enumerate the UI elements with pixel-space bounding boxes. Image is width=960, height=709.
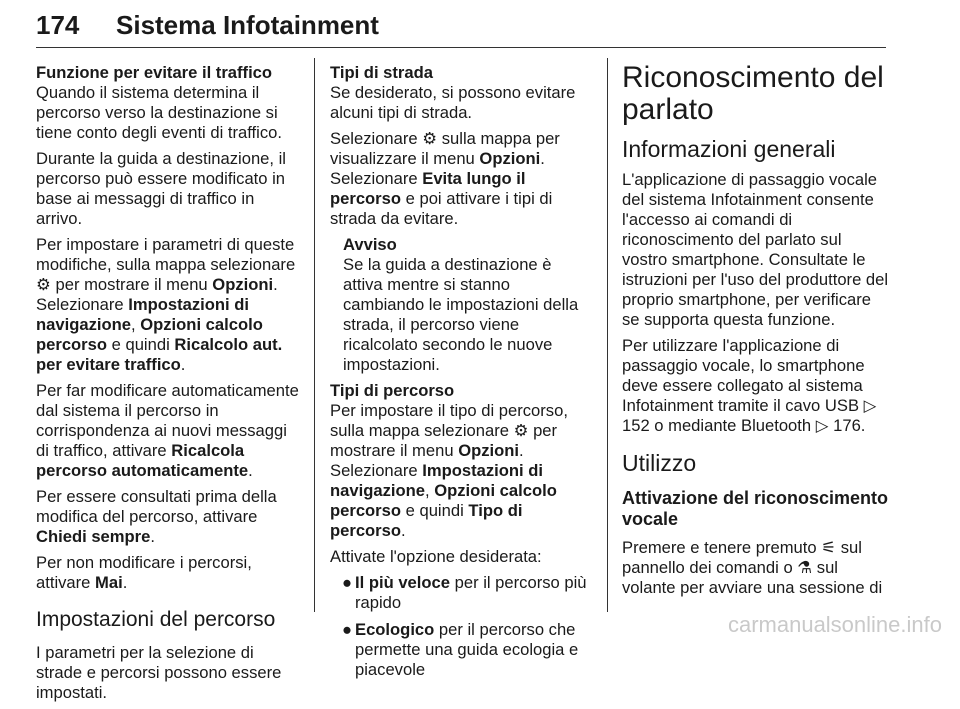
- steering-voice-icon: ⚗: [797, 558, 813, 577]
- section-heading: Tipi di percorso: [330, 381, 455, 400]
- column-divider: [314, 58, 315, 612]
- paragraph: Quando il sistema determina il percorso verso la destinazione si tiene conto degli eventi di traffico.: [36, 83, 282, 142]
- column-left: [36, 63, 301, 709]
- paragraph: Per impostare il tipo di percorso, sulla mappa selezionare ⚙ per mostrare il menu Opzioni. Selezionare Impostazioni di navigazione, Opzioni calcolo percorso e quindi Tipo di percorso.: [330, 401, 568, 540]
- gear-icon: ⚙: [422, 129, 438, 148]
- section-heading: Utilizzo: [622, 450, 697, 476]
- section-heading: Impostazioni del percorso: [36, 608, 276, 631]
- list-item: ● Ecologico per il percorso che permette una guida ecologia e piacevole: [342, 620, 579, 679]
- note-box: [330, 235, 595, 375]
- note-text: Se la guida a destinazione è attiva mentre si stanno cambiando le impostazioni della strada, il percorso viene ricalcolato secondo le nuove impostazioni.: [343, 255, 579, 374]
- bullet-icon: ●: [342, 573, 353, 592]
- subsection-heading: Attivazione del riconoscimento vocale: [622, 488, 889, 529]
- gear-icon: ⚙: [513, 421, 529, 440]
- column-middle: [330, 63, 595, 687]
- note-title: Avviso: [343, 235, 397, 254]
- header-rule: [36, 47, 886, 48]
- page-ref-arrow-icon: ▷: [815, 416, 829, 435]
- section-heading: Tipi di strada: [330, 63, 433, 82]
- chapter-title: Riconoscimento del parlato: [622, 61, 884, 126]
- header-title: Sistema Infotainment: [116, 10, 379, 40]
- paragraph: Durante la guida a destinazione, il percorso può essere modificato in base ai messaggi di traffico in arrivo.: [36, 149, 286, 228]
- paragraph: L'applicazione di passaggio vocale del sistema Infotainment consente l'accesso ai comandi di riconoscimento del parlato sul vostro smartphone. Consultate le istruzioni per l'uso del produttore del proprio smartphone, per verificare se supporta questa funzione.: [622, 170, 889, 329]
- watermark: carmanualsonline.info: [727, 612, 942, 637]
- paragraph: Per far modificare automaticamente dal sistema il percorso in corrispondenza ai nuovi messaggi di traffico, attivare Ricalcola percorso automaticamente.: [36, 381, 299, 480]
- paragraph: Attivate l'opzione desiderata:: [330, 547, 542, 566]
- column-divider: [607, 58, 608, 612]
- section-heading: Funzione per evitare il traffico: [36, 63, 273, 82]
- paragraph: Per impostare i parametri di queste modifiche, sulla mappa selezionare ⚙ per mostrare il menu Opzioni. Selezionare Impostazioni di navigazione, Opzioni calcolo percorso e quindi Ricalcolo aut. per evitare traffico.: [36, 235, 296, 374]
- paragraph: Per non modificare i percorsi, attivare Mai.: [36, 553, 252, 592]
- paragraph: Se desiderato, si possono evitare alcuni tipi di strada.: [330, 83, 576, 122]
- page-header: [36, 8, 886, 48]
- page-ref-arrow-icon: ▷: [863, 396, 877, 415]
- bullet-icon: ●: [342, 620, 353, 639]
- paragraph: Premere e tenere premuto ⚟ sul pannello dei comandi o ⚗ sul volante per avviare una sessione di: [622, 538, 883, 597]
- paragraph: Selezionare ⚙ sulla mappa per visualizzare il menu Opzioni. Selezionare Evita lungo il percorso e poi attivare i tipi di strada da evitare.: [330, 129, 560, 228]
- gear-icon: ⚙: [36, 275, 51, 294]
- list-item: ● Il più veloce per il percorso più rapido: [342, 573, 587, 612]
- column-right: [622, 63, 890, 604]
- paragraph: I parametri per la selezione di strade e percorsi possono essere impostati.: [36, 643, 282, 702]
- page-number: 174: [36, 10, 80, 40]
- voice-button-icon: ⚟: [821, 538, 837, 557]
- paragraph: Per essere consultati prima della modifica del percorso, attivare Chiedi sempre.: [36, 487, 277, 546]
- section-heading: Informazioni generali: [622, 136, 836, 162]
- paragraph: Per utilizzare l'applicazione di passaggio vocale, lo smartphone deve essere collegato al sistema Infotainment tramite il cavo USB ▷ 152 o mediante Bluetooth ▷ 176.: [622, 336, 877, 435]
